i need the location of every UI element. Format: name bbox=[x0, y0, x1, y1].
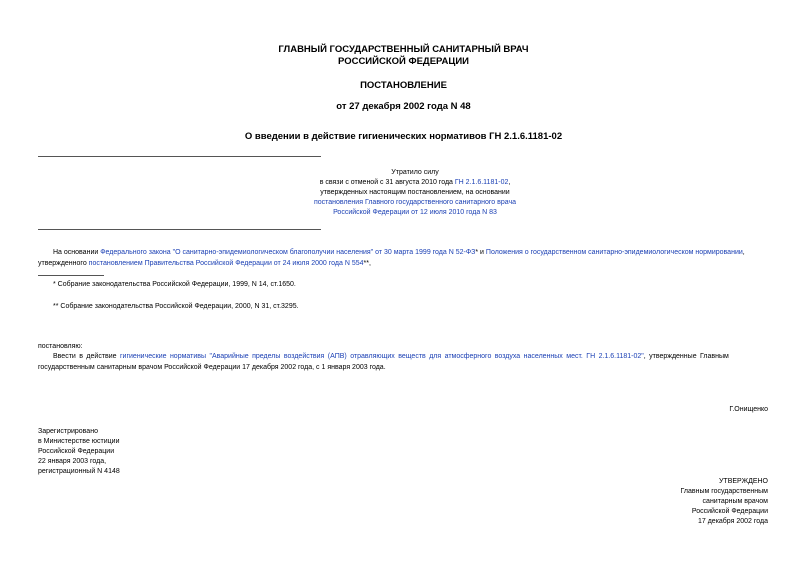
registration-line: Зарегистрировано bbox=[38, 428, 98, 435]
preamble-line-2: утвержденного постановлением Правительства Российской Федерации от 24 июля 2000 года N 554**, bbox=[38, 260, 371, 267]
decree-line-1: Ввести в действие гигиенические нормативы "Аварийные пределы воздействия (АПВ) отравляющих веществ для атмосферного воздуха населенных мест. ГН 2.1.6.1181-02", утвержденные Главным bbox=[53, 353, 729, 360]
preamble-line-1: На основании Федерального закона "О санитарно-эпидемиологическом благополучии населения" от 30 марта 1999 года N 52-ФЗ* и Положения о государственном санитарно-эпидемиологическом нормировании, bbox=[53, 249, 745, 256]
status-note bbox=[230, 168, 600, 218]
approved-line: Российской Федерации bbox=[691, 508, 768, 515]
status-line-3: утвержденных настоящим постановлением, на основании bbox=[320, 189, 510, 196]
footnote-1: * Собрание законодательства Российской Федерации, 1999, N 14, ст.1650. bbox=[53, 281, 296, 288]
government-decree-link[interactable]: постановлением Правительства Российской Федерации от 24 июля 2000 года N 554 bbox=[88, 260, 364, 267]
footnote-divider bbox=[38, 275, 104, 276]
footnote-2: ** Собрание законодательства Российской Федерации, 2000, N 31, ст.3295. bbox=[53, 303, 299, 310]
status-line-1: Утратило силу bbox=[391, 169, 439, 176]
document-type: ПОСТАНОВЛЕНИЕ bbox=[360, 80, 447, 91]
registration-block bbox=[38, 427, 120, 477]
decree-line-2: государственным санитарным врачом Российской Федерации 17 декабря 2002 года, с 1 января 2003 года. bbox=[38, 364, 386, 371]
document-title: О введении в действие гигиенических нормативов ГН 2.1.6.1181-02 bbox=[244, 131, 563, 142]
approved-line: УТВЕРЖДЕНО bbox=[718, 478, 768, 485]
status-divider bbox=[38, 229, 321, 230]
registration-line: Российской Федерации bbox=[38, 448, 115, 455]
approved-line: санитарным врачом bbox=[702, 498, 768, 505]
signature: Г.Онищенко bbox=[729, 406, 768, 413]
federal-law-link[interactable]: Федерального закона "О санитарно-эпидемиологическом благополучии населения" от 30 марта 1999 года N 52-ФЗ bbox=[100, 249, 476, 256]
regulation-link[interactable]: Положения о государственном санитарно-эпидемиологическом нормировании bbox=[485, 249, 743, 256]
gn-link[interactable]: ГН 2.1.6.1181-02 bbox=[454, 179, 509, 186]
authority-line-1: ГЛАВНЫЙ ГОСУДАРСТВЕННЫЙ САНИТАРНЫЙ ВРАЧ bbox=[278, 44, 529, 55]
approved-line: Главным государственным bbox=[680, 488, 768, 495]
status-line-2: в связи с отменой с 31 августа 2010 года ГН 2.1.6.1181-02, bbox=[319, 179, 511, 186]
authority-line-2: РОССИЙСКОЙ ФЕДЕРАЦИИ bbox=[337, 56, 469, 67]
document-date-number: от 27 декабря 2002 года N 48 bbox=[336, 101, 471, 112]
resolution-link-line-2[interactable]: Российской Федерации от 12 июля 2010 года N 83 bbox=[333, 209, 497, 216]
registration-line: в Министерстве юстиции bbox=[38, 438, 120, 445]
title-divider bbox=[38, 156, 321, 157]
decree-label: постановляю: bbox=[38, 343, 83, 350]
resolution-link-line-1[interactable]: постановления Главного государственного санитарного врача bbox=[313, 199, 517, 206]
registration-line: регистрационный N 4148 bbox=[38, 468, 120, 475]
hygienic-standards-link[interactable]: гигиенические нормативы "Аварийные пределы воздействия (АПВ) отравляющих веществ для атмосферного воздуха населенных мест. ГН 2.1.6.1181-02" bbox=[120, 353, 644, 360]
approved-line: 17 декабря 2002 года bbox=[697, 518, 768, 525]
approved-block bbox=[560, 477, 768, 527]
registration-line: 22 января 2003 года, bbox=[38, 458, 107, 465]
